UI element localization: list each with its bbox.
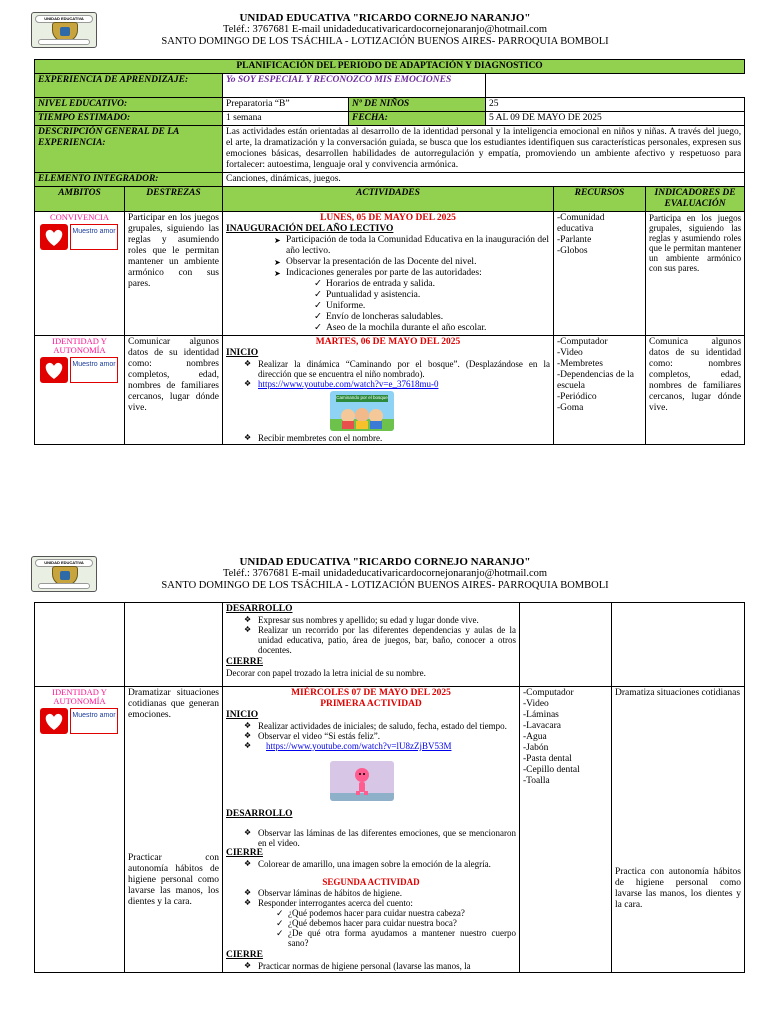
heart-icon — [40, 224, 68, 250]
muestro-amor-badge — [40, 357, 121, 383]
youtube-link[interactable]: https://www.youtube.com/watch?v=e_37618mu-0 — [258, 379, 439, 389]
table-row — [35, 603, 745, 687]
list-item: ❖ Realizar la dinámica “Caminando por el bosque”. (Desplazándose en la dirección que se encuentra el niño nombrado). — [226, 359, 550, 379]
cierre-text: Decorar con papel trozado la letra inicial de su nombre. — [226, 668, 426, 678]
indicador-cell: Practica con autonomía hábitos de higiene personal como lavarse las manos, los dientes y la cara. — [615, 867, 741, 910]
nivel-label: NIVEL EDUCATIVO: — [35, 98, 223, 112]
list-item: ❖ Expresar sus nombres y apellido; su edad y lugar donde vive. — [226, 615, 516, 625]
list-item: ❖ Observar láminas de hábitos de higiene. — [226, 888, 516, 898]
list-item: ✓ Envío de loncheras saludables. — [226, 312, 550, 323]
day-heading: LUNES, 05 DE MAYO DEL 2025 — [320, 213, 456, 223]
ambito-label: CONVIVENCIA — [49, 212, 110, 222]
ambito-label: IDENTIDAD Y AUTONOMÍA — [52, 687, 107, 706]
day-heading: MARTES, 06 DE MAYO DEL 2025 — [315, 337, 461, 347]
descripcion-label: DESCRIPCIÓN GENERAL DE LA EXPERIENCIA: — [35, 126, 223, 173]
list-item: ❖ Colorear de amarillo, una imagen sobre la emoción de la alegría. — [226, 859, 516, 869]
video-thumbnail-image — [330, 761, 394, 801]
recurso-item: -Láminas — [523, 710, 559, 720]
desarrollo-heading: DESARROLLO — [226, 809, 293, 819]
document-header — [110, 556, 660, 592]
activity-list — [226, 961, 516, 971]
elemento-label: ELEMENTO INTEGRADOR: — [35, 173, 223, 187]
col-destrezas: DESTREZAS — [125, 187, 223, 212]
activity-list — [226, 859, 516, 869]
list-item: ❖ Realizar actividades de iniciales; de saludo, fecha, estado del tiempo. — [226, 721, 516, 731]
recurso-item: -Lavacara — [523, 721, 561, 731]
list-item: ❖ Practicar normas de higiene personal (lavarse las manos, la — [226, 961, 516, 971]
recurso-item: -Cepillo dental — [523, 765, 580, 775]
list-item: ➤ Indicaciones generales por parte de las autoridades: — [226, 268, 550, 279]
activity-list — [226, 433, 550, 443]
muestro-amor-badge — [40, 708, 121, 734]
school-name: UNIDAD EDUCATIVA "RICARDO CORNEJO NARANJO" — [239, 556, 531, 568]
list-item: ❖ Observar el video “Si estás feliz”. — [226, 731, 516, 741]
video-thumbnail[interactable] — [330, 761, 394, 801]
recurso-item: -Computador — [557, 337, 608, 347]
activity-list — [226, 721, 516, 751]
questions-list — [226, 908, 516, 948]
activity-list — [226, 615, 516, 655]
thumbnail-caption: Caminando por el bosque — [336, 395, 388, 400]
video-thumbnail[interactable] — [330, 391, 394, 431]
experiencia-value: Yo SOY ESPECIAL Y RECONOZCO MIS EMOCIONES — [223, 74, 486, 98]
planning-title: PLANIFICACIÓN DEL PERIODO DE ADAPTACIÓN Y DIAGNOSTICO — [35, 60, 745, 74]
muestro-amor-text: Muestro amor — [70, 224, 118, 250]
list-item: ✓ Horarios de entrada y salida. — [226, 279, 550, 290]
recurso-item: -Globos — [557, 246, 588, 256]
ninos-label: Nº DE NIÑOS — [349, 98, 486, 112]
recursos-cell — [554, 212, 646, 336]
school-logo: UNIDAD EDUCATIVA — [31, 556, 97, 592]
subtitle-heading: INAUGURACIÓN DEL AÑO LECTIVO — [226, 224, 394, 234]
planning-table — [34, 59, 745, 445]
activity-list — [226, 888, 516, 908]
table-row — [35, 336, 745, 445]
fecha-value: 5 AL 09 DE MAYO DE 2025 — [486, 112, 745, 126]
col-recursos: RECURSOS — [554, 187, 646, 212]
elemento-value: Canciones, dinámicas, juegos. — [223, 173, 745, 187]
destreza-cell: Practicar con autonomía hábitos de higiene personal como lavarse las manos, los dientes y la cara. — [128, 853, 219, 907]
list-item — [226, 741, 516, 751]
school-contact: Teléf.: 3767681 E-mail unidadeducativaricardocornejonaranjo@hotmail.com — [222, 568, 548, 579]
school-name: UNIDAD EDUCATIVA "RICARDO CORNEJO NARANJO" — [239, 12, 531, 24]
heart-icon — [40, 708, 68, 734]
experiencia-label: EXPERIENCIA DE APRENDIZAJE: — [35, 74, 223, 98]
school-logo: UNIDAD EDUCATIVA — [31, 12, 97, 48]
indicador-cell: Participa en los juegos grupales, siguiendo las reglas y asumiendo roles que le permitan mantener un ambiente armónico con sus pares. — [646, 212, 745, 336]
list-item: ✓ ¿Qué podemos hacer para cuidar nuestra cabeza? — [226, 908, 516, 918]
ambito-label: IDENTIDAD Y AUTONOMÍA — [52, 336, 107, 355]
indicaciones-list — [226, 279, 550, 334]
recurso-item: -Agua — [523, 732, 547, 742]
list-item: ✓ Uniforme. — [226, 301, 550, 312]
destreza-cell: Dramatizar situaciones cotidianas que generan emociones. — [128, 688, 219, 720]
col-actividades: ACTIVIDADES — [223, 187, 554, 212]
activity-list — [226, 235, 550, 279]
col-indicadores: INDICADORES DE EVALUACIÓN — [646, 187, 745, 212]
youtube-link[interactable]: https://www.youtube.com/watch?v=lU8zZjBV53M — [266, 741, 452, 751]
recurso-item: -Comunidad educativa — [557, 213, 605, 234]
recurso-item: -Video — [523, 699, 549, 709]
descripcion-value: Las actividades están orientadas al desarrollo de la identidad personal y la inteligencia emocional en niños y niñas. A través del juego, el arte, la dramatización y la conversación guiada, se busca que los estudiantes identifiquen sus características personales, expresen sus emociones básicas, desarrollen habilidades de autorregulación y empatía, promoviendo un ambiente afectivo y respetuoso para fortalecer: autoestima, lenguaje oral y convivencia armónica. — [223, 126, 745, 173]
document-header — [110, 12, 660, 48]
table-row — [35, 687, 745, 973]
list-item: ❖ Responder interrogantes acerca del cuento: — [226, 898, 516, 908]
ninos-value: 25 — [486, 98, 745, 112]
list-item: ✓ ¿Qué debemos hacer para cuidar nuestra boca? — [226, 918, 516, 928]
cierre-heading: CIERRE — [226, 950, 263, 960]
destreza-cell: Participar en los juegos grupales, siguiendo las reglas y asumiendo roles que le permitan mantener un ambiente armónico con sus pares. — [125, 212, 223, 336]
list-item: ✓ Aseo de la mochila durante el año escolar. — [226, 323, 550, 334]
muestro-amor-badge — [40, 224, 121, 250]
inicio-heading: INICIO — [226, 348, 259, 358]
muestro-amor-text: Muestro amor — [70, 708, 118, 734]
recurso-item: -Jabón — [523, 743, 549, 753]
col-ambitos: AMBITOS — [35, 187, 125, 212]
tiempo-label: TIEMPO ESTIMADO: — [35, 112, 223, 126]
tiempo-value: 1 semana — [223, 112, 349, 126]
segunda-actividad-heading: SEGUNDA ACTIVIDAD — [322, 877, 420, 887]
list-item: ❖ Observar las láminas de las diferentes emociones, que se mencionaron en el video. — [226, 828, 516, 848]
recurso-item: -Goma — [557, 403, 584, 413]
cierre-heading: CIERRE — [226, 657, 263, 667]
recurso-item: -Computador — [523, 688, 574, 698]
desarrollo-heading: DESARROLLO — [226, 604, 293, 614]
recursos-cell — [554, 336, 646, 445]
list-item: ✓ ¿De qué otra forma ayudamos a mantener nuestro cuerpo sano? — [226, 928, 516, 948]
recurso-item: -Pasta dental — [523, 754, 572, 764]
primera-actividad-heading: PRIMERA ACTIVIDAD — [320, 699, 422, 709]
page-2 — [0, 548, 768, 1024]
recurso-item: -Dependencias de la escuela — [557, 370, 635, 391]
recurso-item: -Parlante — [557, 235, 592, 245]
school-contact: Teléf.: 3767681 E-mail unidadeducativaricardocornejonaranjo@hotmail.com — [222, 24, 548, 35]
fecha-label: FECHA: — [349, 112, 486, 126]
cierre-heading: CIERRE — [226, 848, 263, 858]
list-item: ➤ Participación de toda la Comunidad Educativa en la inauguración del año lectivo. — [226, 235, 550, 257]
table-row — [35, 212, 745, 336]
school-address: SANTO DOMINGO DE LOS TSÁCHILA - LOTIZACIÓN BUENOS AIRES- PARROQUIA BOMBOLI — [161, 36, 609, 47]
recurso-item: -Video — [557, 348, 583, 358]
list-item: ✓ Puntualidad y asistencia. — [226, 290, 550, 301]
destreza-cell: Comunicar algunos datos de su identidad como: nombres completos, edad, nombres de familiares cercanos, lugar dónde vive. — [125, 336, 223, 445]
planning-table-continued — [34, 602, 745, 973]
list-item: ❖ Recibir membretes con el nombre. — [226, 433, 550, 443]
recurso-item: -Periódico — [557, 392, 597, 402]
day-heading: MIÉRCOLES 07 DE MAYO DEL 2025 — [291, 688, 451, 698]
recurso-item: -Toalla — [523, 776, 550, 786]
indicador-cell: Dramatiza situaciones cotidianas — [615, 688, 741, 698]
list-item — [226, 379, 550, 389]
activity-list — [226, 359, 550, 389]
heart-icon — [40, 357, 68, 383]
indicador-cell: Comunica algunos datos de su identidad como: nombres completos, edad, nombres de familiares cercanos, lugar dónde vive. — [646, 336, 745, 445]
inicio-heading: INICIO — [226, 710, 259, 720]
nivel-value: Preparatoria “B” — [223, 98, 349, 112]
muestro-amor-text: Muestro amor — [70, 357, 118, 383]
school-address: SANTO DOMINGO DE LOS TSÁCHILA - LOTIZACIÓN BUENOS AIRES- PARROQUIA BOMBOLI — [161, 580, 609, 591]
activity-list — [226, 828, 516, 848]
list-item: ➤ Observar la presentación de las Docente del nivel. — [226, 257, 550, 268]
list-item: ❖ Realizar un recorrido por las diferentes dependencias y aulas de la unidad educativa, patio, área de juegos, bar, baño, conocer a otros docentes. — [226, 625, 516, 655]
recursos-cell — [520, 687, 612, 973]
recurso-item: -Membretes — [557, 359, 603, 369]
